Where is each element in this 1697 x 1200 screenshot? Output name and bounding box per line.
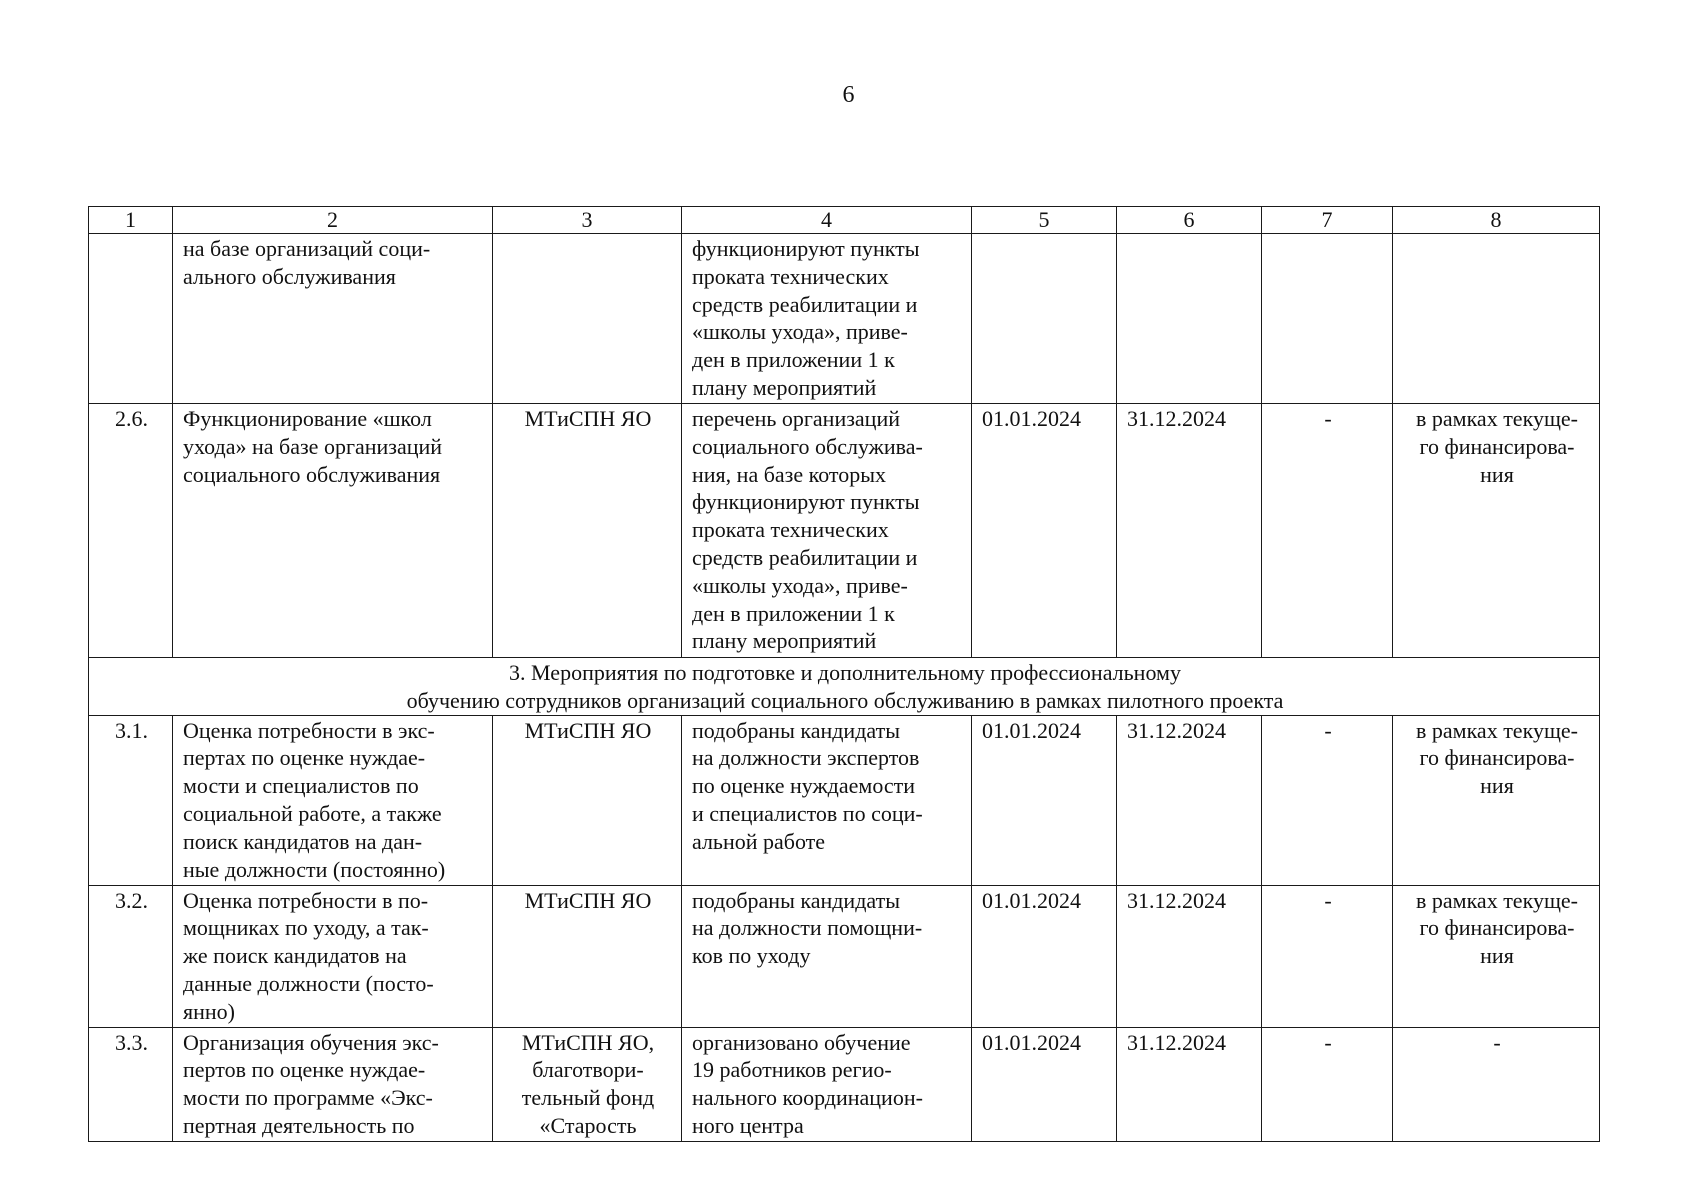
text-line: благотвори- (532, 1057, 644, 1083)
text-line: ального обслуживания (183, 263, 396, 289)
table-row-3-2 (89, 885, 1600, 1027)
column-7-cell (1262, 234, 1393, 404)
executor-cell (493, 404, 682, 658)
result-cell (682, 234, 972, 404)
executor-cell (493, 715, 682, 885)
activity-cell (173, 715, 493, 885)
funding-cell (1393, 885, 1600, 1027)
text-line: нального координацион- (692, 1085, 923, 1111)
text-line: поиск кандидатов на дан- (183, 828, 423, 854)
funding-cell (1393, 715, 1600, 885)
text-line: пертов по оценке нуждае- (183, 1057, 426, 1083)
text-line: мости по программе «Экс- (183, 1085, 433, 1111)
text-line: функционируют пункты (692, 236, 920, 261)
section-title-cell (89, 658, 1600, 716)
text-line: средств реабилитации и (692, 544, 918, 570)
text-line: «школы ухода», приве- (692, 572, 908, 598)
text-line: 19 работников регио- (692, 1057, 892, 1083)
text-line: подобраны кандидаты (692, 887, 900, 913)
column-7-cell: - (1262, 404, 1393, 658)
activity-cell (173, 1027, 493, 1141)
column-7-cell: - (1262, 715, 1393, 885)
executor-cell (493, 885, 682, 1027)
column-header: 3 (493, 207, 682, 234)
start-date-cell: 01.01.2024 (972, 885, 1117, 1027)
row-number-cell: 3.3. (89, 1027, 173, 1141)
text-line: же поиск кандидатов на (183, 943, 407, 969)
text-line: пертная деятельность по (183, 1112, 415, 1138)
end-date-cell: 31.12.2024 (1117, 885, 1262, 1027)
text-line: «школы ухода», приве- (692, 319, 908, 345)
end-date-cell: 31.12.2024 (1117, 1027, 1262, 1141)
text-line: плану мероприятий (692, 374, 877, 400)
text-line: «Старость (539, 1112, 637, 1138)
text-line: - (1493, 1029, 1501, 1055)
text-line: ухода» на базе организаций (183, 433, 443, 459)
row-number-cell: 3.1. (89, 715, 173, 885)
text-line: мощниках по уходу, а так- (183, 915, 429, 941)
start-date-cell (972, 234, 1117, 404)
text-line: ков по уходу (692, 943, 811, 969)
text-line: на должности помощни- (692, 915, 923, 941)
column-7-cell: - (1262, 885, 1393, 1027)
table-header-row (89, 207, 1600, 234)
row-number-cell: 2.6. (89, 404, 173, 658)
text-line: го финансирова- (1419, 433, 1575, 459)
text-line: Функционирование «школ (183, 406, 432, 431)
text-line: пертах по оценке нуждае- (183, 745, 426, 771)
text-line: МТиСПН ЯО, (521, 1029, 655, 1055)
text-line: ния (1480, 461, 1514, 487)
column-header: 6 (1117, 207, 1262, 234)
executor-cell (493, 1027, 682, 1141)
column-header: 5 (972, 207, 1117, 234)
text-line: го финансирова- (1419, 915, 1575, 941)
executor-cell (493, 234, 682, 404)
text-line: в рамках текуще- (1416, 406, 1578, 431)
result-cell (682, 885, 972, 1027)
result-cell (682, 715, 972, 885)
text-line: в рамках текуще- (1416, 717, 1578, 743)
column-7-cell: - (1262, 1027, 1393, 1141)
text-line: ден в приложении 1 к (692, 347, 895, 373)
funding-cell (1393, 1027, 1600, 1141)
text-line: на базе организаций соци- (183, 236, 431, 261)
text-line: МТиСПН ЯО (524, 406, 652, 431)
end-date-cell (1117, 234, 1262, 404)
text-line: функционируют пункты (692, 489, 920, 515)
text-line: проката технических (692, 517, 889, 543)
activity-cell (173, 404, 493, 658)
text-line: тельный фонд (521, 1085, 655, 1111)
funding-cell (1393, 404, 1600, 658)
text-line: проката технических (692, 263, 889, 289)
text-line: данные должности (посто- (183, 970, 434, 996)
text-line: ден в приложении 1 к (692, 600, 895, 626)
text-line: ния (1480, 773, 1514, 799)
text-line: мости и специалистов по (183, 773, 419, 799)
section-header-row (89, 658, 1600, 716)
text-line: социальной работе, а также (183, 800, 442, 826)
table-row-3-1 (89, 715, 1600, 885)
text-line: социального обслуживания (183, 461, 441, 487)
text-line: на должности экспертов (692, 745, 920, 771)
text-line: средств реабилитации и (692, 291, 918, 317)
text-line: социального обслужива- (692, 433, 923, 459)
text-line: МТиСПН ЯО (524, 717, 652, 743)
table-row-3-3 (89, 1027, 1600, 1141)
text-line: го финансирова- (1419, 745, 1575, 771)
events-plan-table (88, 206, 1600, 1142)
text-line: ния (1480, 943, 1514, 969)
text-line: ные должности (постоянно) (183, 856, 446, 882)
row-number-cell: 3.2. (89, 885, 173, 1027)
text-line: организовано обучение (692, 1029, 911, 1055)
text-line: перечень организаций (692, 406, 901, 431)
text-line: в рамках текуще- (1416, 887, 1578, 913)
funding-cell (1393, 234, 1600, 404)
table-row-2-6 (89, 404, 1600, 658)
column-header: 7 (1262, 207, 1393, 234)
start-date-cell: 01.01.2024 (972, 404, 1117, 658)
text-line: альной работе (692, 828, 826, 854)
column-header: 2 (173, 207, 493, 234)
column-header: 8 (1393, 207, 1600, 234)
table-row-continued (89, 234, 1600, 404)
start-date-cell: 01.01.2024 (972, 715, 1117, 885)
row-number-cell (89, 234, 173, 404)
result-cell (682, 404, 972, 658)
text-line: Организация обучения экс- (183, 1029, 439, 1055)
column-header: 1 (89, 207, 173, 234)
activity-cell (173, 885, 493, 1027)
text-line: и специалистов по соци- (692, 800, 923, 826)
start-date-cell: 01.01.2024 (972, 1027, 1117, 1141)
text-line: по оценке нуждаемости (692, 773, 916, 799)
end-date-cell: 31.12.2024 (1117, 404, 1262, 658)
text-line: МТиСПН ЯО (524, 887, 652, 913)
page-number: 6 (842, 82, 855, 108)
text-line: янно) (183, 998, 235, 1024)
text-line: подобраны кандидаты (692, 717, 900, 743)
text-line: ния, на базе которых (692, 461, 887, 487)
text-line: 3. Мероприятия по подготовке и дополнительному профессиональному (509, 660, 1181, 685)
column-header: 4 (682, 207, 972, 234)
text-line: ного центра (692, 1112, 804, 1138)
text-line: Оценка потребности в экс- (183, 717, 435, 743)
text-line: плану мероприятий (692, 628, 877, 654)
end-date-cell: 31.12.2024 (1117, 715, 1262, 885)
text-line: Оценка потребности в по- (183, 887, 429, 913)
activity-cell (173, 234, 493, 404)
result-cell (682, 1027, 972, 1141)
text-line: обучению сотрудников организаций социального обслуживанию в рамках пилотного проекта (406, 687, 1284, 713)
